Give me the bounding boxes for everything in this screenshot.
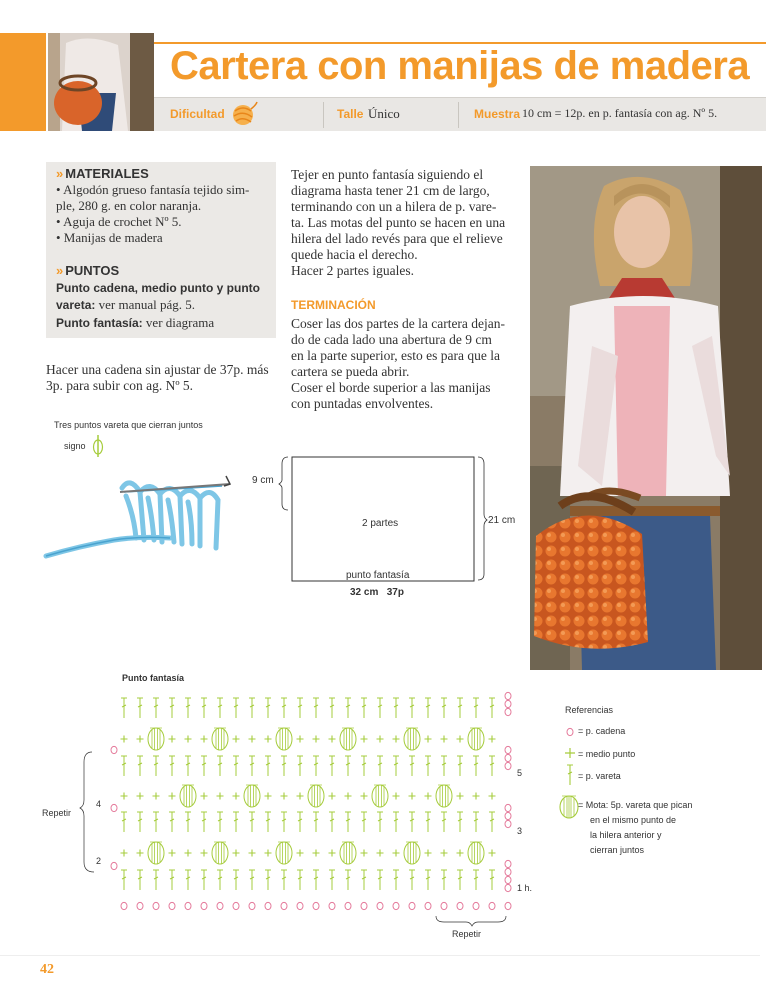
medio-punto-stitch — [393, 850, 400, 857]
muestra-value: 10 cm = 12p. en p. fantasía con ag. Nº 5. — [522, 106, 718, 120]
vareta-stitch — [249, 870, 255, 890]
mota-stitch — [212, 728, 228, 750]
vareta-stitch — [489, 698, 495, 718]
chain-stitch — [361, 902, 367, 909]
mota-stitch — [404, 728, 420, 750]
vareta-stitch — [201, 698, 207, 718]
materiales-list — [56, 182, 272, 246]
vareta-stitch — [313, 870, 319, 890]
chain-stitch — [505, 902, 511, 909]
mota-stitch — [372, 785, 388, 807]
vareta-stitch — [441, 698, 447, 718]
medio-punto-stitch — [169, 850, 176, 857]
vareta-stitch — [169, 870, 175, 890]
vareta-stitch — [393, 698, 399, 718]
terminacion-heading: TERMINACIÓN — [291, 298, 376, 312]
talle-label: Talle — [337, 107, 364, 121]
chain-stitch — [345, 902, 351, 909]
medio-punto-stitch — [121, 850, 128, 857]
materiales-heading: » MATERIALES — [56, 166, 149, 181]
medio-punto-stitch — [425, 736, 432, 743]
vareta-stitch — [249, 812, 255, 832]
vareta-stitch — [393, 870, 399, 890]
medio-punto-stitch — [313, 850, 320, 857]
steps-line: Hacer 2 partes iguales. — [291, 263, 414, 278]
puntos-heading: » PUNTOS — [56, 263, 120, 278]
vareta-stitch — [313, 756, 319, 776]
medio-punto-stitch — [265, 736, 272, 743]
medio-punto-stitch — [329, 793, 336, 800]
chain-stitch — [281, 902, 287, 909]
row-label: 3 — [517, 826, 523, 836]
vareta-stitch — [409, 698, 415, 718]
medio-punto-stitch — [217, 793, 224, 800]
ref-mota-line: cierran juntos — [590, 845, 645, 855]
vareta-stitch — [297, 756, 303, 776]
medio-punto-stitch — [489, 850, 496, 857]
terminacion-line: cartera se pueda abrir. — [291, 364, 410, 379]
mota-stitch — [340, 842, 356, 864]
steps-line: diagrama hasta tener 21 cm de largo, — [291, 183, 490, 198]
terminacion-line: Coser el borde superior a las manijas — [291, 380, 491, 395]
mota-stitch — [404, 842, 420, 864]
mota-stitch — [276, 728, 292, 750]
vareta-stitch — [329, 812, 335, 832]
vareta-stitch — [409, 756, 415, 776]
page-title: Cartera con manijas de madera — [170, 44, 750, 88]
chain-stitch — [249, 902, 255, 909]
vareta-stitch — [281, 698, 287, 718]
vareta-stitch — [233, 870, 239, 890]
chain-stitch — [505, 860, 511, 867]
vareta-stitch — [265, 812, 271, 832]
vareta-stitch — [297, 698, 303, 718]
materiales-item: ple, 280 g. en color naranja. — [56, 198, 202, 213]
vareta-stitch — [377, 698, 383, 718]
vareta-stitch — [281, 756, 287, 776]
dim-9cm: 9 cm — [252, 475, 274, 486]
intro-line: Hacer una cadena sin ajustar de 37p. más — [46, 362, 269, 377]
vareta-stitch — [473, 756, 479, 776]
medio-punto-stitch — [329, 736, 336, 743]
bobble-symbol-icon — [558, 794, 580, 825]
mota-stitch — [468, 728, 484, 750]
vareta-stitch — [361, 870, 367, 890]
model-photo — [530, 166, 762, 670]
stitch-illustration — [40, 456, 240, 581]
vareta-stitch — [457, 812, 463, 832]
chain-stitch — [111, 862, 117, 869]
vareta-stitch — [201, 756, 207, 776]
medio-punto-stitch — [297, 850, 304, 857]
vareta-stitch — [121, 812, 127, 832]
medio-punto-stitch — [297, 736, 304, 743]
medio-punto-stitch — [377, 736, 384, 743]
chain-stitch — [505, 708, 511, 715]
chain-symbol-icon — [565, 724, 575, 742]
vareta-stitch — [153, 698, 159, 718]
vareta-stitch — [201, 812, 207, 832]
steps-line: terminando con un a hilera de p. vare- — [291, 199, 497, 214]
puntos-bold: Punto fantasía: — [56, 316, 143, 330]
chain-stitch — [137, 902, 143, 909]
vareta-stitch — [345, 698, 351, 718]
chain-stitch — [377, 902, 383, 909]
vareta-stitch — [345, 870, 351, 890]
mota-stitch — [308, 785, 324, 807]
ref-mota — [578, 798, 692, 858]
puntos-line: Punto cadena, medio punto y punto — [56, 281, 260, 295]
medio-punto-stitch — [361, 736, 368, 743]
medio-punto-stitch — [457, 736, 464, 743]
ref-cadena: = p. cadena — [578, 726, 626, 736]
vareta-stitch — [297, 812, 303, 832]
medio-punto-stitch — [201, 793, 208, 800]
vareta-stitch — [441, 870, 447, 890]
medio-punto-stitch — [345, 793, 352, 800]
vareta-stitch — [137, 870, 143, 890]
chain-stitch — [265, 902, 271, 909]
vareta-stitch — [457, 870, 463, 890]
vareta-stitch — [329, 698, 335, 718]
vareta-stitch — [169, 756, 175, 776]
medio-punto-stitch — [233, 850, 240, 857]
vareta-stitch — [217, 756, 223, 776]
row-label: 4 — [96, 799, 102, 809]
vareta-stitch — [425, 698, 431, 718]
medio-punto-stitch — [265, 793, 272, 800]
vareta-stitch — [345, 812, 351, 832]
chain-stitch — [329, 902, 335, 909]
vareta-stitch — [361, 812, 367, 832]
terminacion-line: en la parte superior, esto es para que la — [291, 348, 500, 363]
chain-stitch — [441, 902, 447, 909]
dim-bottom: 32 cm 37p — [350, 587, 404, 598]
chain-stitch — [473, 902, 479, 909]
single-crochet-icon — [564, 746, 576, 764]
medio-punto-stitch — [169, 793, 176, 800]
medio-punto-stitch — [425, 850, 432, 857]
vareta-stitch — [473, 870, 479, 890]
chain-stitch — [505, 868, 511, 875]
medio-punto-stitch — [233, 793, 240, 800]
materiales-item: • Manijas de madera — [56, 230, 163, 245]
vareta-stitch — [345, 756, 351, 776]
medio-punto-stitch — [489, 793, 496, 800]
row-label: 1 h. — [517, 883, 533, 893]
vareta-stitch — [377, 756, 383, 776]
chain-stitch — [153, 902, 159, 909]
vareta-stitch — [457, 698, 463, 718]
vareta-stitch — [425, 812, 431, 832]
vareta-stitch — [425, 870, 431, 890]
steps-line: Tejer en punto fantasía siguiendo el — [291, 167, 484, 182]
stitch-caption: Tres puntos vareta que cierran juntos — [54, 420, 203, 430]
medio-punto-stitch — [233, 736, 240, 743]
ref-mota-line: la hilera anterior y — [590, 830, 662, 840]
info-bar — [154, 97, 766, 131]
info-divider — [458, 102, 459, 128]
vareta-stitch — [265, 756, 271, 776]
signo-label: signo — [64, 441, 86, 451]
medio-punto-stitch — [457, 850, 464, 857]
intro-line: 3p. para subir con ag. Nº 5. — [46, 378, 194, 393]
header-accent-strip — [0, 33, 46, 131]
vareta-stitch — [153, 812, 159, 832]
vareta-stitch — [137, 756, 143, 776]
steps-text — [291, 167, 516, 279]
chain-stitch — [121, 902, 127, 909]
chain-stitch — [393, 902, 399, 909]
medio-punto-stitch — [297, 793, 304, 800]
vareta-stitch — [281, 812, 287, 832]
referencias-heading: Referencias — [565, 705, 614, 715]
medio-punto-stitch — [329, 850, 336, 857]
thumbnail-photo — [48, 33, 154, 131]
chain-stitch — [505, 884, 511, 891]
vareta-stitch — [473, 698, 479, 718]
chain-stitch — [111, 804, 117, 811]
vareta-stitch — [457, 756, 463, 776]
vareta-stitch — [217, 870, 223, 890]
diagram-title: Punto fantasía — [122, 673, 185, 683]
dificultad-label: Dificultad — [170, 107, 225, 121]
vareta-stitch — [201, 870, 207, 890]
chain-stitch — [409, 902, 415, 909]
vareta-stitch — [217, 812, 223, 832]
mota-stitch — [180, 785, 196, 807]
vareta-stitch — [489, 812, 495, 832]
vareta-stitch — [233, 812, 239, 832]
materiales-item: • Aguja de crochet Nº 5. — [56, 214, 182, 229]
vareta-stitch — [137, 812, 143, 832]
medio-punto-stitch — [281, 793, 288, 800]
vareta-stitch — [185, 812, 191, 832]
repetir-left-label: Repetir — [42, 808, 72, 818]
chain-stitch — [201, 902, 207, 909]
ref-mota-line: en el mismo punto de — [590, 815, 677, 825]
chain-stitch — [505, 820, 511, 827]
info-divider — [323, 102, 324, 128]
vareta-stitch — [441, 756, 447, 776]
medio-punto-stitch — [441, 850, 448, 857]
chain-stitch — [505, 692, 511, 699]
terminacion-text — [291, 316, 516, 412]
medio-punto-stitch — [425, 793, 432, 800]
steps-line: hilera del lado revés para que el relieve — [291, 231, 503, 246]
medio-punto-stitch — [137, 793, 144, 800]
vareta-stitch — [361, 698, 367, 718]
vareta-stitch — [185, 870, 191, 890]
puntos-bold: vareta: — [56, 298, 96, 312]
medio-punto-stitch — [137, 850, 144, 857]
chain-stitch — [489, 902, 495, 909]
repetir-bottom-brace — [436, 916, 506, 926]
chain-stitch — [505, 762, 511, 769]
mota-stitch — [436, 785, 452, 807]
medio-punto-stitch — [121, 736, 128, 743]
vareta-stitch — [169, 698, 175, 718]
chain-stitch — [217, 902, 223, 909]
chain-stitch — [233, 902, 239, 909]
vareta-stitch — [393, 812, 399, 832]
chain-stitch — [111, 746, 117, 753]
medio-punto-stitch — [473, 793, 480, 800]
mota-stitch — [212, 842, 228, 864]
materials-box — [46, 162, 276, 338]
vareta-stitch — [185, 698, 191, 718]
vareta-stitch — [313, 812, 319, 832]
mota-stitch — [468, 842, 484, 864]
vareta-stitch — [489, 756, 495, 776]
vareta-stitch — [121, 756, 127, 776]
medio-punto-stitch — [185, 736, 192, 743]
mota-stitch — [148, 842, 164, 864]
crochet-chart — [0, 690, 540, 945]
vareta-stitch — [473, 812, 479, 832]
muestra-label: Muestra — [474, 107, 521, 121]
vareta-stitch — [153, 870, 159, 890]
medio-punto-stitch — [313, 736, 320, 743]
repetir-left-brace — [80, 752, 94, 872]
vareta-stitch — [377, 870, 383, 890]
footer-rule — [0, 955, 760, 956]
vareta-stitch — [249, 756, 255, 776]
steps-line: quede hacia el derecho. — [291, 247, 418, 262]
puntos-text — [56, 280, 276, 332]
vareta-stitch — [489, 870, 495, 890]
punto-label: punto fantasía — [346, 570, 410, 581]
vareta-stitch — [169, 812, 175, 832]
yarn-ball-icon — [230, 101, 258, 132]
medio-punto-stitch — [377, 850, 384, 857]
vareta-stitch — [377, 812, 383, 832]
chain-stitch — [185, 902, 191, 909]
medio-punto-stitch — [393, 793, 400, 800]
chain-stitch — [169, 902, 175, 909]
vareta-stitch — [265, 870, 271, 890]
medio-punto-stitch — [265, 850, 272, 857]
row-label: 2 — [96, 856, 102, 866]
chain-stitch — [505, 754, 511, 761]
terminacion-line: do de cada lado una abertura de 9 cm — [291, 332, 492, 347]
medio-punto-stitch — [137, 736, 144, 743]
puntos-rest: ver diagrama — [142, 315, 215, 330]
medio-punto-stitch — [409, 793, 416, 800]
vareta-stitch — [121, 698, 127, 718]
vareta-stitch — [297, 870, 303, 890]
vareta-stitch — [185, 756, 191, 776]
medio-punto-stitch — [393, 736, 400, 743]
medio-punto-stitch — [169, 736, 176, 743]
chain-stitch — [505, 700, 511, 707]
vareta-stitch — [313, 698, 319, 718]
mota-stitch — [340, 728, 356, 750]
medio-punto-stitch — [121, 793, 128, 800]
chain-stitch — [457, 902, 463, 909]
vareta-stitch — [281, 870, 287, 890]
medio-punto-stitch — [441, 736, 448, 743]
medio-punto-stitch — [489, 736, 496, 743]
page-number: 42 — [40, 962, 54, 977]
intro-text — [46, 362, 286, 394]
chain-stitch — [425, 902, 431, 909]
vareta-stitch — [249, 698, 255, 718]
chain-stitch — [505, 804, 511, 811]
double-crochet-icon — [565, 764, 575, 791]
partes-label: 2 partes — [362, 518, 399, 529]
vareta-stitch — [233, 698, 239, 718]
vareta-stitch — [329, 756, 335, 776]
vareta-stitch — [409, 870, 415, 890]
medio-punto-stitch — [457, 793, 464, 800]
medio-punto-stitch — [185, 850, 192, 857]
mota-stitch — [148, 728, 164, 750]
chain-stitch — [505, 876, 511, 883]
medio-punto-stitch — [361, 850, 368, 857]
mota-stitch — [244, 785, 260, 807]
steps-line: ta. Las motas del punto se hacen en una — [291, 215, 506, 230]
terminacion-line: con puntadas envolventes. — [291, 396, 434, 411]
medio-punto-stitch — [201, 850, 208, 857]
puntos-rest: ver manual pág. 5. — [95, 297, 195, 312]
chain-stitch — [313, 902, 319, 909]
ref-vareta: = p. vareta — [578, 771, 621, 781]
talle-value: Único — [368, 106, 400, 121]
medio-punto-stitch — [249, 736, 256, 743]
row-label: 5 — [517, 768, 523, 778]
repetir-bottom-label: Repetir — [452, 929, 482, 939]
vareta-stitch — [425, 756, 431, 776]
vareta-stitch — [153, 756, 159, 776]
mota-stitch — [276, 842, 292, 864]
chain-stitch — [297, 902, 303, 909]
ref-medio: = medio punto — [578, 749, 636, 759]
vareta-stitch — [121, 870, 127, 890]
vareta-stitch — [233, 756, 239, 776]
vareta-stitch — [265, 698, 271, 718]
vareta-stitch — [217, 698, 223, 718]
vareta-stitch — [329, 870, 335, 890]
dim-21cm: 21 cm — [488, 515, 516, 526]
vareta-stitch — [361, 756, 367, 776]
vareta-stitch — [441, 812, 447, 832]
vareta-stitch — [409, 812, 415, 832]
terminacion-line: Coser las dos partes de la cartera dejan- — [291, 316, 506, 331]
medio-punto-stitch — [153, 793, 160, 800]
vareta-stitch — [137, 698, 143, 718]
materiales-item: • Algodón grueso fantasía tejido sim- — [56, 182, 250, 197]
medio-punto-stitch — [249, 850, 256, 857]
ref-mota-line: = Mota: 5p. vareta que pican — [578, 800, 693, 810]
chain-stitch — [505, 746, 511, 753]
medio-punto-stitch — [361, 793, 368, 800]
medio-punto-stitch — [201, 736, 208, 743]
chain-stitch — [505, 812, 511, 819]
vareta-stitch — [393, 756, 399, 776]
